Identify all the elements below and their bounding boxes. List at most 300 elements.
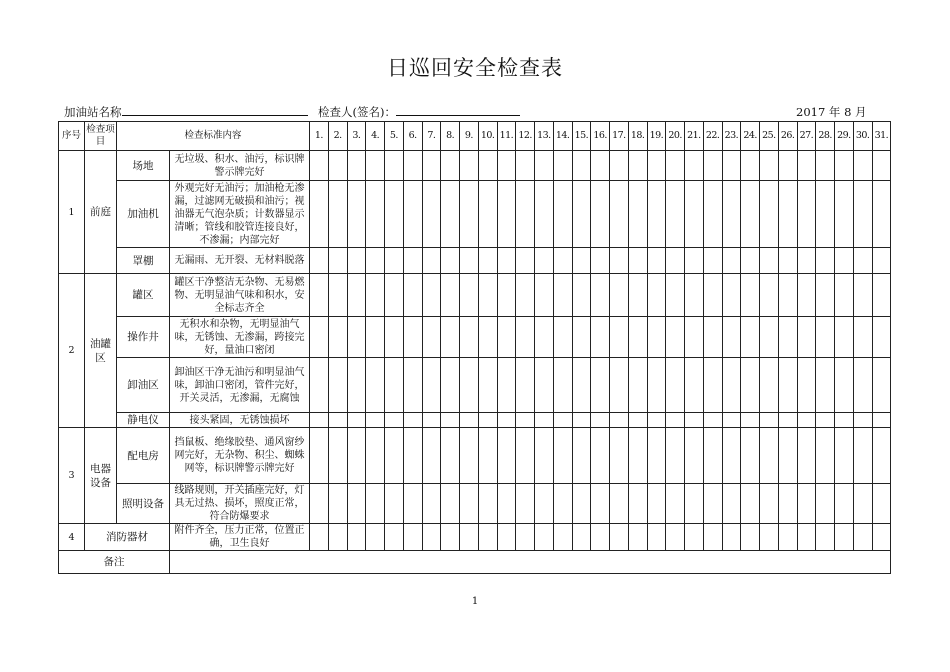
check-cell[interactable] (628, 413, 647, 428)
check-cell[interactable] (741, 274, 760, 317)
check-cell[interactable] (422, 248, 441, 274)
check-cell[interactable] (591, 181, 610, 248)
check-cell[interactable] (460, 181, 479, 248)
check-cell[interactable] (816, 248, 835, 274)
check-cell[interactable] (778, 151, 797, 181)
check-cell[interactable] (816, 274, 835, 317)
check-cell[interactable] (460, 484, 479, 524)
check-cell[interactable] (441, 428, 460, 484)
check-cell[interactable] (647, 274, 666, 317)
check-cell[interactable] (610, 181, 629, 248)
check-cell[interactable] (703, 151, 722, 181)
check-cell[interactable] (347, 484, 366, 524)
check-cell[interactable] (760, 358, 779, 413)
check-cell[interactable] (385, 248, 404, 274)
check-cell[interactable] (347, 413, 366, 428)
check-cell[interactable] (647, 358, 666, 413)
check-cell[interactable] (722, 413, 741, 428)
check-cell[interactable] (572, 428, 591, 484)
check-cell[interactable] (310, 428, 329, 484)
check-cell[interactable] (872, 248, 891, 274)
check-cell[interactable] (628, 524, 647, 551)
check-cell[interactable] (553, 524, 572, 551)
check-cell[interactable] (816, 484, 835, 524)
check-cell[interactable] (760, 428, 779, 484)
check-cell[interactable] (460, 413, 479, 428)
check-cell[interactable] (816, 413, 835, 428)
check-cell[interactable] (741, 428, 760, 484)
check-cell[interactable] (760, 274, 779, 317)
check-cell[interactable] (310, 317, 329, 358)
check-cell[interactable] (853, 181, 872, 248)
check-cell[interactable] (647, 484, 666, 524)
check-cell[interactable] (310, 248, 329, 274)
check-cell[interactable] (741, 358, 760, 413)
check-cell[interactable] (535, 317, 554, 358)
check-cell[interactable] (310, 413, 329, 428)
check-cell[interactable] (403, 151, 422, 181)
check-cell[interactable] (685, 151, 704, 181)
check-cell[interactable] (760, 413, 779, 428)
check-cell[interactable] (591, 413, 610, 428)
check-cell[interactable] (853, 524, 872, 551)
check-cell[interactable] (741, 248, 760, 274)
check-cell[interactable] (703, 484, 722, 524)
check-cell[interactable] (797, 428, 816, 484)
check-cell[interactable] (553, 317, 572, 358)
check-cell[interactable] (535, 274, 554, 317)
check-cell[interactable] (685, 317, 704, 358)
check-cell[interactable] (610, 151, 629, 181)
check-cell[interactable] (422, 274, 441, 317)
check-cell[interactable] (591, 317, 610, 358)
check-cell[interactable] (497, 524, 516, 551)
check-cell[interactable] (778, 524, 797, 551)
check-cell[interactable] (666, 358, 685, 413)
check-cell[interactable] (441, 151, 460, 181)
check-cell[interactable] (666, 413, 685, 428)
check-cell[interactable] (703, 524, 722, 551)
check-cell[interactable] (797, 248, 816, 274)
check-cell[interactable] (572, 484, 591, 524)
check-cell[interactable] (610, 413, 629, 428)
check-cell[interactable] (647, 524, 666, 551)
check-cell[interactable] (553, 151, 572, 181)
check-cell[interactable] (872, 274, 891, 317)
check-cell[interactable] (535, 484, 554, 524)
check-cell[interactable] (722, 151, 741, 181)
check-cell[interactable] (685, 524, 704, 551)
check-cell[interactable] (703, 358, 722, 413)
check-cell[interactable] (553, 274, 572, 317)
check-cell[interactable] (535, 151, 554, 181)
check-cell[interactable] (741, 484, 760, 524)
check-cell[interactable] (366, 524, 385, 551)
check-cell[interactable] (328, 274, 347, 317)
check-cell[interactable] (385, 428, 404, 484)
check-cell[interactable] (310, 274, 329, 317)
check-cell[interactable] (497, 181, 516, 248)
check-cell[interactable] (441, 358, 460, 413)
check-cell[interactable] (647, 151, 666, 181)
check-cell[interactable] (516, 428, 535, 484)
check-cell[interactable] (553, 484, 572, 524)
check-cell[interactable] (835, 484, 854, 524)
check-cell[interactable] (760, 181, 779, 248)
check-cell[interactable] (328, 484, 347, 524)
check-cell[interactable] (516, 151, 535, 181)
check-cell[interactable] (628, 274, 647, 317)
check-cell[interactable] (853, 484, 872, 524)
check-cell[interactable] (722, 317, 741, 358)
check-cell[interactable] (553, 181, 572, 248)
check-cell[interactable] (685, 413, 704, 428)
check-cell[interactable] (685, 274, 704, 317)
check-cell[interactable] (610, 317, 629, 358)
check-cell[interactable] (647, 248, 666, 274)
check-cell[interactable] (628, 358, 647, 413)
inspector-signature-blank[interactable] (396, 105, 520, 116)
check-cell[interactable] (328, 151, 347, 181)
check-cell[interactable] (703, 181, 722, 248)
check-cell[interactable] (553, 428, 572, 484)
check-cell[interactable] (797, 151, 816, 181)
check-cell[interactable] (722, 274, 741, 317)
check-cell[interactable] (460, 248, 479, 274)
check-cell[interactable] (760, 151, 779, 181)
check-cell[interactable] (685, 428, 704, 484)
check-cell[interactable] (778, 317, 797, 358)
check-cell[interactable] (816, 181, 835, 248)
check-cell[interactable] (310, 484, 329, 524)
check-cell[interactable] (722, 428, 741, 484)
check-cell[interactable] (816, 151, 835, 181)
check-cell[interactable] (816, 428, 835, 484)
check-cell[interactable] (722, 524, 741, 551)
check-cell[interactable] (741, 181, 760, 248)
check-cell[interactable] (572, 524, 591, 551)
check-cell[interactable] (835, 274, 854, 317)
check-cell[interactable] (797, 181, 816, 248)
check-cell[interactable] (347, 358, 366, 413)
check-cell[interactable] (628, 484, 647, 524)
check-cell[interactable] (347, 248, 366, 274)
check-cell[interactable] (422, 181, 441, 248)
check-cell[interactable] (516, 413, 535, 428)
check-cell[interactable] (478, 274, 497, 317)
check-cell[interactable] (591, 274, 610, 317)
check-cell[interactable] (310, 151, 329, 181)
check-cell[interactable] (478, 358, 497, 413)
check-cell[interactable] (760, 248, 779, 274)
check-cell[interactable] (853, 248, 872, 274)
check-cell[interactable] (328, 248, 347, 274)
check-cell[interactable] (403, 428, 422, 484)
check-cell[interactable] (328, 358, 347, 413)
check-cell[interactable] (366, 413, 385, 428)
check-cell[interactable] (572, 413, 591, 428)
check-cell[interactable] (366, 248, 385, 274)
check-cell[interactable] (572, 151, 591, 181)
check-cell[interactable] (610, 248, 629, 274)
check-cell[interactable] (478, 484, 497, 524)
check-cell[interactable] (441, 248, 460, 274)
check-cell[interactable] (347, 151, 366, 181)
check-cell[interactable] (366, 358, 385, 413)
check-cell[interactable] (853, 428, 872, 484)
check-cell[interactable] (685, 484, 704, 524)
check-cell[interactable] (666, 151, 685, 181)
check-cell[interactable] (647, 317, 666, 358)
check-cell[interactable] (422, 428, 441, 484)
check-cell[interactable] (422, 524, 441, 551)
check-cell[interactable] (835, 317, 854, 358)
check-cell[interactable] (328, 524, 347, 551)
check-cell[interactable] (872, 413, 891, 428)
check-cell[interactable] (441, 524, 460, 551)
check-cell[interactable] (797, 484, 816, 524)
check-cell[interactable] (460, 358, 479, 413)
check-cell[interactable] (778, 358, 797, 413)
check-cell[interactable] (516, 274, 535, 317)
check-cell[interactable] (385, 484, 404, 524)
check-cell[interactable] (366, 274, 385, 317)
check-cell[interactable] (741, 317, 760, 358)
check-cell[interactable] (516, 484, 535, 524)
check-cell[interactable] (422, 317, 441, 358)
check-cell[interactable] (778, 274, 797, 317)
check-cell[interactable] (666, 428, 685, 484)
check-cell[interactable] (347, 524, 366, 551)
check-cell[interactable] (347, 428, 366, 484)
check-cell[interactable] (722, 248, 741, 274)
check-cell[interactable] (853, 358, 872, 413)
check-cell[interactable] (760, 317, 779, 358)
check-cell[interactable] (385, 151, 404, 181)
check-cell[interactable] (778, 484, 797, 524)
check-cell[interactable] (872, 524, 891, 551)
check-cell[interactable] (722, 484, 741, 524)
check-cell[interactable] (872, 317, 891, 358)
check-cell[interactable] (516, 248, 535, 274)
check-cell[interactable] (591, 524, 610, 551)
check-cell[interactable] (478, 248, 497, 274)
check-cell[interactable] (610, 484, 629, 524)
check-cell[interactable] (647, 428, 666, 484)
check-cell[interactable] (535, 248, 554, 274)
check-cell[interactable] (591, 248, 610, 274)
check-cell[interactable] (835, 151, 854, 181)
check-cell[interactable] (422, 484, 441, 524)
check-cell[interactable] (778, 413, 797, 428)
check-cell[interactable] (778, 428, 797, 484)
check-cell[interactable] (666, 317, 685, 358)
check-cell[interactable] (647, 181, 666, 248)
check-cell[interactable] (385, 413, 404, 428)
check-cell[interactable] (628, 317, 647, 358)
check-cell[interactable] (366, 181, 385, 248)
check-cell[interactable] (478, 151, 497, 181)
check-cell[interactable] (872, 428, 891, 484)
check-cell[interactable] (497, 358, 516, 413)
check-cell[interactable] (722, 358, 741, 413)
check-cell[interactable] (760, 524, 779, 551)
check-cell[interactable] (516, 181, 535, 248)
check-cell[interactable] (385, 524, 404, 551)
check-cell[interactable] (872, 181, 891, 248)
check-cell[interactable] (403, 317, 422, 358)
check-cell[interactable] (610, 274, 629, 317)
check-cell[interactable] (853, 413, 872, 428)
check-cell[interactable] (666, 181, 685, 248)
check-cell[interactable] (760, 484, 779, 524)
check-cell[interactable] (628, 248, 647, 274)
check-cell[interactable] (403, 524, 422, 551)
check-cell[interactable] (685, 181, 704, 248)
check-cell[interactable] (778, 181, 797, 248)
check-cell[interactable] (835, 413, 854, 428)
inspector-signature-field[interactable] (318, 104, 520, 120)
check-cell[interactable] (666, 484, 685, 524)
check-cell[interactable] (478, 317, 497, 358)
check-cell[interactable] (441, 413, 460, 428)
check-cell[interactable] (591, 428, 610, 484)
check-cell[interactable] (591, 358, 610, 413)
check-cell[interactable] (403, 248, 422, 274)
check-cell[interactable] (572, 358, 591, 413)
check-cell[interactable] (703, 248, 722, 274)
check-cell[interactable] (310, 358, 329, 413)
check-cell[interactable] (422, 413, 441, 428)
check-cell[interactable] (460, 317, 479, 358)
check-cell[interactable] (666, 274, 685, 317)
check-cell[interactable] (328, 413, 347, 428)
check-cell[interactable] (366, 317, 385, 358)
check-cell[interactable] (441, 317, 460, 358)
check-cell[interactable] (478, 428, 497, 484)
check-cell[interactable] (385, 358, 404, 413)
check-cell[interactable] (497, 428, 516, 484)
check-cell[interactable] (853, 274, 872, 317)
check-cell[interactable] (591, 484, 610, 524)
check-cell[interactable] (722, 181, 741, 248)
check-cell[interactable] (328, 428, 347, 484)
check-cell[interactable] (703, 317, 722, 358)
check-cell[interactable] (647, 413, 666, 428)
check-cell[interactable] (666, 524, 685, 551)
check-cell[interactable] (310, 181, 329, 248)
check-cell[interactable] (835, 358, 854, 413)
check-cell[interactable] (422, 151, 441, 181)
check-cell[interactable] (403, 181, 422, 248)
check-cell[interactable] (497, 274, 516, 317)
check-cell[interactable] (703, 274, 722, 317)
check-cell[interactable] (835, 524, 854, 551)
station-name-field[interactable] (64, 104, 308, 120)
check-cell[interactable] (310, 524, 329, 551)
check-cell[interactable] (422, 358, 441, 413)
check-cell[interactable] (553, 248, 572, 274)
check-cell[interactable] (778, 248, 797, 274)
check-cell[interactable] (816, 524, 835, 551)
check-cell[interactable] (347, 274, 366, 317)
check-cell[interactable] (816, 317, 835, 358)
check-cell[interactable] (347, 317, 366, 358)
check-cell[interactable] (835, 181, 854, 248)
check-cell[interactable] (478, 413, 497, 428)
check-cell[interactable] (741, 151, 760, 181)
check-cell[interactable] (497, 484, 516, 524)
check-cell[interactable] (441, 484, 460, 524)
check-cell[interactable] (497, 413, 516, 428)
check-cell[interactable] (460, 151, 479, 181)
check-cell[interactable] (628, 181, 647, 248)
check-cell[interactable] (535, 413, 554, 428)
check-cell[interactable] (685, 248, 704, 274)
check-cell[interactable] (497, 317, 516, 358)
check-cell[interactable] (797, 413, 816, 428)
check-cell[interactable] (385, 181, 404, 248)
check-cell[interactable] (553, 358, 572, 413)
check-cell[interactable] (366, 151, 385, 181)
station-name-blank[interactable] (122, 105, 308, 116)
check-cell[interactable] (516, 524, 535, 551)
check-cell[interactable] (441, 274, 460, 317)
remarks-field[interactable] (170, 551, 891, 574)
check-cell[interactable] (797, 358, 816, 413)
check-cell[interactable] (797, 317, 816, 358)
check-cell[interactable] (460, 524, 479, 551)
check-cell[interactable] (535, 181, 554, 248)
check-cell[interactable] (366, 428, 385, 484)
check-cell[interactable] (403, 358, 422, 413)
check-cell[interactable] (835, 428, 854, 484)
check-cell[interactable] (403, 413, 422, 428)
check-cell[interactable] (572, 274, 591, 317)
check-cell[interactable] (835, 248, 854, 274)
check-cell[interactable] (572, 248, 591, 274)
check-cell[interactable] (703, 413, 722, 428)
check-cell[interactable] (610, 524, 629, 551)
check-cell[interactable] (685, 358, 704, 413)
check-cell[interactable] (497, 248, 516, 274)
check-cell[interactable] (328, 181, 347, 248)
check-cell[interactable] (497, 151, 516, 181)
check-cell[interactable] (628, 428, 647, 484)
check-cell[interactable] (872, 358, 891, 413)
check-cell[interactable] (572, 181, 591, 248)
check-cell[interactable] (553, 413, 572, 428)
check-cell[interactable] (516, 317, 535, 358)
check-cell[interactable] (703, 428, 722, 484)
check-cell[interactable] (516, 358, 535, 413)
check-cell[interactable] (610, 428, 629, 484)
check-cell[interactable] (478, 524, 497, 551)
check-cell[interactable] (853, 317, 872, 358)
check-cell[interactable] (460, 274, 479, 317)
check-cell[interactable] (328, 317, 347, 358)
check-cell[interactable] (535, 358, 554, 413)
check-cell[interactable] (535, 524, 554, 551)
check-cell[interactable] (460, 428, 479, 484)
check-cell[interactable] (366, 484, 385, 524)
check-cell[interactable] (741, 524, 760, 551)
check-cell[interactable] (741, 413, 760, 428)
check-cell[interactable] (610, 358, 629, 413)
check-cell[interactable] (385, 274, 404, 317)
check-cell[interactable] (797, 524, 816, 551)
check-cell[interactable] (347, 181, 366, 248)
